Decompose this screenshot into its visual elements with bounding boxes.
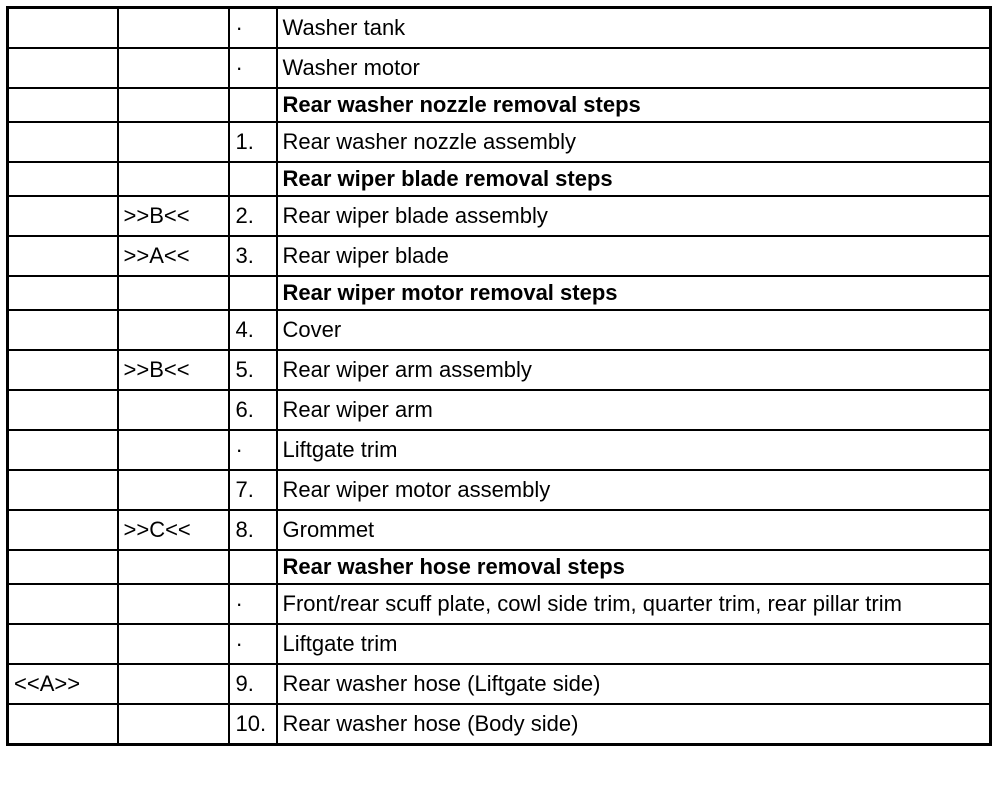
part-name-cell: Rear washer nozzle assembly	[277, 122, 991, 162]
table-row	[8, 8, 991, 49]
service-operation-cell	[8, 196, 118, 236]
service-operation-cell	[8, 310, 118, 350]
service-operation-cell	[8, 350, 118, 390]
install-operation-cell: >>B<<	[118, 350, 229, 390]
service-operation-cell	[8, 236, 118, 276]
step-number-cell	[229, 276, 277, 310]
service-operation-cell	[8, 510, 118, 550]
part-name-cell: Cover	[277, 310, 991, 350]
install-operation-cell	[118, 122, 229, 162]
install-operation-cell	[118, 430, 229, 470]
step-number-cell: 1.	[229, 122, 277, 162]
section-heading-cell: Rear wiper blade removal steps	[277, 162, 991, 196]
install-operation-cell	[118, 162, 229, 196]
step-number-cell: ·	[229, 584, 277, 624]
part-name-cell: Rear wiper arm	[277, 390, 991, 430]
table-row	[8, 624, 991, 664]
install-operation-cell	[118, 550, 229, 584]
removal-steps-body	[8, 8, 991, 745]
install-operation-cell	[118, 470, 229, 510]
service-operation-cell	[8, 276, 118, 310]
install-operation-cell	[118, 664, 229, 704]
table-row	[8, 510, 991, 550]
service-operation-cell	[8, 48, 118, 88]
part-name-cell: Liftgate trim	[277, 624, 991, 664]
table-row	[8, 48, 991, 88]
table-row	[8, 350, 991, 390]
step-number-cell: ·	[229, 8, 277, 49]
install-operation-cell	[118, 584, 229, 624]
part-name-cell: Rear wiper blade assembly	[277, 196, 991, 236]
part-name-cell: Washer motor	[277, 48, 991, 88]
step-number-cell: 10.	[229, 704, 277, 745]
part-name-cell: Grommet	[277, 510, 991, 550]
service-operation-cell: <<A>>	[8, 664, 118, 704]
install-operation-cell	[118, 8, 229, 49]
table-row	[8, 310, 991, 350]
table-row	[8, 664, 991, 704]
table-row	[8, 704, 991, 745]
install-operation-cell	[118, 48, 229, 88]
install-operation-cell	[118, 310, 229, 350]
step-number-cell: ·	[229, 624, 277, 664]
table-row	[8, 196, 991, 236]
section-heading-cell: Rear washer hose removal steps	[277, 550, 991, 584]
service-operation-cell	[8, 88, 118, 122]
table-row	[8, 470, 991, 510]
service-operation-cell	[8, 704, 118, 745]
step-number-cell: ·	[229, 48, 277, 88]
service-operation-cell	[8, 162, 118, 196]
section-heading-row	[8, 88, 991, 122]
removal-steps-table	[6, 6, 992, 746]
part-name-cell: Rear washer hose (Body side)	[277, 704, 991, 745]
step-number-cell: 7.	[229, 470, 277, 510]
service-operation-cell	[8, 8, 118, 49]
service-operation-cell	[8, 550, 118, 584]
install-operation-cell	[118, 624, 229, 664]
section-heading-cell: Rear wiper motor removal steps	[277, 276, 991, 310]
step-number-cell	[229, 88, 277, 122]
step-number-cell: 5.	[229, 350, 277, 390]
part-name-cell: Washer tank	[277, 8, 991, 49]
service-operation-cell	[8, 430, 118, 470]
install-operation-cell: >>A<<	[118, 236, 229, 276]
install-operation-cell	[118, 276, 229, 310]
service-operation-cell	[8, 122, 118, 162]
table-row	[8, 236, 991, 276]
part-name-cell: Rear wiper arm assembly	[277, 350, 991, 390]
table-row	[8, 390, 991, 430]
section-heading-row	[8, 162, 991, 196]
section-heading-row	[8, 276, 991, 310]
part-name-cell: Rear wiper motor assembly	[277, 470, 991, 510]
step-number-cell: 4.	[229, 310, 277, 350]
part-name-cell: Rear wiper blade	[277, 236, 991, 276]
install-operation-cell: >>C<<	[118, 510, 229, 550]
part-name-cell: Liftgate trim	[277, 430, 991, 470]
step-number-cell	[229, 162, 277, 196]
install-operation-cell	[118, 390, 229, 430]
step-number-cell: 3.	[229, 236, 277, 276]
step-number-cell	[229, 550, 277, 584]
table-row	[8, 430, 991, 470]
service-operation-cell	[8, 624, 118, 664]
section-heading-cell: Rear washer nozzle removal steps	[277, 88, 991, 122]
table-row	[8, 584, 991, 624]
service-operation-cell	[8, 390, 118, 430]
table-row	[8, 122, 991, 162]
step-number-cell: 2.	[229, 196, 277, 236]
step-number-cell: 6.	[229, 390, 277, 430]
install-operation-cell	[118, 88, 229, 122]
service-operation-cell	[8, 470, 118, 510]
service-operation-cell	[8, 584, 118, 624]
step-number-cell: 9.	[229, 664, 277, 704]
install-operation-cell: >>B<<	[118, 196, 229, 236]
section-heading-row	[8, 550, 991, 584]
part-name-cell: Front/rear scuff plate, cowl side trim, quarter trim, rear pillar trim	[277, 584, 991, 624]
step-number-cell: ·	[229, 430, 277, 470]
step-number-cell: 8.	[229, 510, 277, 550]
install-operation-cell	[118, 704, 229, 745]
part-name-cell: Rear washer hose (Liftgate side)	[277, 664, 991, 704]
